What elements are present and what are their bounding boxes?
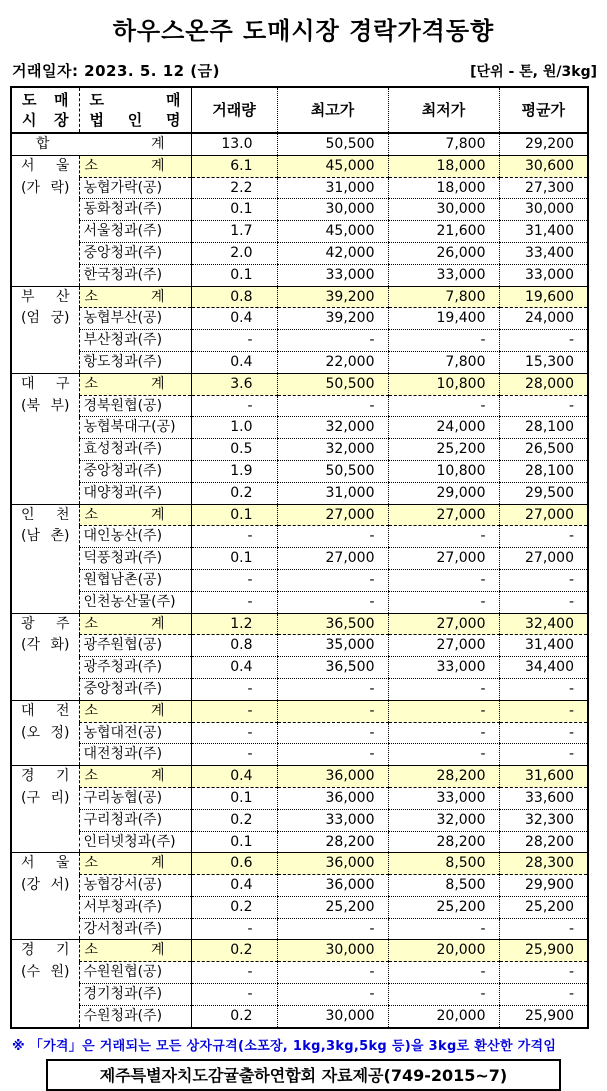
- volume-cell: 0.6: [191, 853, 277, 875]
- avg-cell: 28,000: [499, 373, 588, 395]
- high-cell: 39,200: [277, 286, 388, 308]
- subtotal-label: 소 계: [79, 286, 191, 308]
- high-cell: 31,000: [277, 177, 388, 199]
- avg-cell: 33,400: [499, 242, 588, 264]
- high-cell: 30,000: [277, 1005, 388, 1027]
- market-cell: [11, 700, 79, 765]
- market-district: (강 서): [21, 877, 70, 894]
- volume-cell: 0.2: [191, 896, 277, 918]
- market-district: (북 부): [21, 397, 70, 414]
- avg-cell: 19,600: [499, 286, 588, 308]
- low-cell: -: [388, 700, 499, 722]
- corp-name: 강서청과(주): [79, 918, 191, 940]
- corp-row: [11, 722, 588, 744]
- low-cell: 25,200: [388, 896, 499, 918]
- low-cell: 28,200: [388, 831, 499, 853]
- volume-cell: 6.1: [191, 155, 277, 177]
- avg-cell: 27,000: [499, 504, 588, 526]
- volume-cell: 1.0: [191, 417, 277, 439]
- avg-cell: 32,300: [499, 809, 588, 831]
- volume-cell: 0.2: [191, 940, 277, 962]
- corp-row: [11, 199, 588, 221]
- avg-cell: 30,000: [499, 199, 588, 221]
- header-high: 최고가: [277, 87, 388, 133]
- avg-cell: -: [499, 678, 588, 700]
- avg-cell: 28,100: [499, 417, 588, 439]
- high-cell: -: [277, 569, 388, 591]
- high-cell: 36,000: [277, 853, 388, 875]
- high-cell: 42,000: [277, 242, 388, 264]
- low-cell: 8,500: [388, 875, 499, 897]
- volume-cell: 0.1: [191, 787, 277, 809]
- high-cell: -: [277, 744, 388, 766]
- avg-cell: -: [499, 722, 588, 744]
- market-name: 대 구: [21, 375, 70, 392]
- high-cell: 35,000: [277, 635, 388, 657]
- corp-row: [11, 330, 588, 352]
- high-cell: -: [277, 395, 388, 417]
- high-cell: 33,000: [277, 809, 388, 831]
- low-cell: -: [388, 722, 499, 744]
- total-row: [11, 133, 588, 155]
- volume-cell: 0.2: [191, 1005, 277, 1027]
- volume-cell: 0.4: [191, 351, 277, 373]
- high-cell: 32,000: [277, 417, 388, 439]
- low-cell: 24,000: [388, 417, 499, 439]
- market-name: 서 울: [21, 157, 70, 174]
- volume-cell: -: [191, 722, 277, 744]
- volume-cell: 2.2: [191, 177, 277, 199]
- corp-row: [11, 1005, 588, 1027]
- volume-cell: -: [191, 678, 277, 700]
- corp-name: 수원청과(주): [79, 1005, 191, 1027]
- market-name: 부 산: [21, 288, 70, 305]
- avg-cell: 25,200: [499, 896, 588, 918]
- high-cell: 30,000: [277, 199, 388, 221]
- low-cell: 18,000: [388, 177, 499, 199]
- subtotal-label: 소 계: [79, 700, 191, 722]
- corp-name: 인터넷청과(주): [79, 831, 191, 853]
- low-cell: 25,200: [388, 439, 499, 461]
- page-title: 하우스온주 도매시장 경락가격동향: [112, 17, 495, 45]
- volume-cell: -: [191, 591, 277, 613]
- volume-cell: 0.5: [191, 439, 277, 461]
- low-cell: 27,000: [388, 635, 499, 657]
- header-market-line1: 도 매: [22, 91, 69, 109]
- volume-cell: -: [191, 918, 277, 940]
- volume-cell: 0.1: [191, 831, 277, 853]
- high-cell: 28,200: [277, 831, 388, 853]
- avg-cell: 24,000: [499, 308, 588, 330]
- corp-name: 대양청과(주): [79, 482, 191, 504]
- avg-cell: 29,900: [499, 875, 588, 897]
- avg-cell: 25,900: [499, 940, 588, 962]
- avg-cell: -: [499, 700, 588, 722]
- avg-cell: -: [499, 526, 588, 548]
- volume-cell: 0.4: [191, 875, 277, 897]
- low-cell: -: [388, 330, 499, 352]
- volume-cell: -: [191, 330, 277, 352]
- volume-cell: 0.8: [191, 286, 277, 308]
- avg-cell: 33,600: [499, 787, 588, 809]
- high-cell: -: [277, 678, 388, 700]
- market-district: (오 정): [21, 724, 70, 741]
- unit-label: [단위 - 톤, 원/3kg]: [470, 64, 597, 80]
- market-name: 광 주: [21, 615, 70, 632]
- subtotal-row: [11, 853, 588, 875]
- volume-cell: 0.1: [191, 548, 277, 570]
- high-cell: 36,000: [277, 787, 388, 809]
- volume-cell: 2.0: [191, 242, 277, 264]
- market-cell: [11, 373, 79, 504]
- avg-cell: 31,400: [499, 635, 588, 657]
- corp-name: 중앙청과(주): [79, 242, 191, 264]
- high-cell: 32,000: [277, 439, 388, 461]
- avg-cell: 28,100: [499, 460, 588, 482]
- volume-cell: 1.2: [191, 613, 277, 635]
- subtotal-label: 소 계: [79, 853, 191, 875]
- footer-box-text: 제주특별자치도감귤출하연합회 자료제공(749-2015~7): [99, 1065, 508, 1085]
- volume-cell: 3.6: [191, 373, 277, 395]
- avg-cell: 26,500: [499, 439, 588, 461]
- avg-cell: 28,200: [499, 831, 588, 853]
- market-cell: [11, 504, 79, 613]
- low-cell: 33,000: [388, 264, 499, 286]
- subtotal-label: 소 계: [79, 940, 191, 962]
- avg-cell: -: [499, 962, 588, 984]
- high-cell: 50,500: [277, 460, 388, 482]
- subtotal-row: [11, 700, 588, 722]
- low-cell: 27,000: [388, 613, 499, 635]
- subtotal-label: 소 계: [79, 373, 191, 395]
- market-cell: [11, 286, 79, 373]
- low-cell: 27,000: [388, 548, 499, 570]
- avg-cell: 32,400: [499, 613, 588, 635]
- avg-cell: 33,000: [499, 264, 588, 286]
- corp-name: 광주원협(공): [79, 635, 191, 657]
- corp-row: [11, 177, 588, 199]
- corp-row: [11, 548, 588, 570]
- corp-row: [11, 526, 588, 548]
- corp-name: 농협강서(공): [79, 875, 191, 897]
- market-cell: [11, 613, 79, 700]
- low-cell: 10,800: [388, 460, 499, 482]
- low-cell: -: [388, 984, 499, 1006]
- avg-cell: 34,400: [499, 657, 588, 679]
- market-name: 서 울: [21, 855, 70, 872]
- avg-cell: -: [499, 330, 588, 352]
- volume-cell: 0.4: [191, 308, 277, 330]
- corp-row: [11, 591, 588, 613]
- volume-cell: 1.9: [191, 460, 277, 482]
- corp-row: [11, 221, 588, 243]
- avg-cell: 31,600: [499, 766, 588, 788]
- corp-name: 경기청과(주): [79, 984, 191, 1006]
- low-cell: 30,000: [388, 199, 499, 221]
- low-cell: 26,000: [388, 242, 499, 264]
- high-cell: 36,000: [277, 766, 388, 788]
- corp-row: [11, 657, 588, 679]
- high-cell: 50,500: [277, 133, 388, 155]
- low-cell: 28,200: [388, 766, 499, 788]
- volume-cell: 0.1: [191, 199, 277, 221]
- corp-name: 중앙청과(주): [79, 460, 191, 482]
- header-low: 최저가: [388, 87, 499, 133]
- subtotal-row: [11, 940, 588, 962]
- corp-row: [11, 308, 588, 330]
- high-cell: -: [277, 330, 388, 352]
- market-name: 경 기: [21, 942, 70, 959]
- market-cell: [11, 766, 79, 853]
- corp-name: 항도청과(주): [79, 351, 191, 373]
- high-cell: -: [277, 962, 388, 984]
- high-cell: 45,000: [277, 221, 388, 243]
- avg-cell: 27,000: [499, 548, 588, 570]
- high-cell: 30,000: [277, 940, 388, 962]
- corp-name: 광주청과(주): [79, 657, 191, 679]
- avg-cell: -: [499, 591, 588, 613]
- corp-row: [11, 264, 588, 286]
- corp-name: 대전청과(주): [79, 744, 191, 766]
- volume-cell: 0.4: [191, 766, 277, 788]
- low-cell: -: [388, 918, 499, 940]
- low-cell: 20,000: [388, 1005, 499, 1027]
- corp-name: 한국청과(주): [79, 264, 191, 286]
- volume-cell: 13.0: [191, 133, 277, 155]
- avg-cell: -: [499, 395, 588, 417]
- market-district: (남 촌): [21, 528, 70, 545]
- avg-cell: 30,600: [499, 155, 588, 177]
- low-cell: 27,000: [388, 504, 499, 526]
- trade-date-label: 거래일자: 2023. 5. 12 (금): [12, 62, 221, 80]
- avg-cell: 29,200: [499, 133, 588, 155]
- corp-name: 서부청과(주): [79, 896, 191, 918]
- corp-row: [11, 635, 588, 657]
- volume-cell: -: [191, 962, 277, 984]
- volume-cell: -: [191, 395, 277, 417]
- low-cell: -: [388, 744, 499, 766]
- avg-cell: 31,400: [499, 221, 588, 243]
- subtotal-row: [11, 373, 588, 395]
- volume-cell: -: [191, 569, 277, 591]
- volume-cell: 1.7: [191, 221, 277, 243]
- corp-name: 중앙청과(주): [79, 678, 191, 700]
- avg-cell: -: [499, 569, 588, 591]
- high-cell: 36,500: [277, 657, 388, 679]
- high-cell: 50,500: [277, 373, 388, 395]
- high-cell: 36,000: [277, 875, 388, 897]
- high-cell: 36,500: [277, 613, 388, 635]
- avg-cell: 27,300: [499, 177, 588, 199]
- low-cell: 7,800: [388, 286, 499, 308]
- report-page: [0, 11, 607, 1085]
- corp-row: [11, 242, 588, 264]
- market-district: (각 화): [21, 637, 70, 654]
- subtotal-label: 소 계: [79, 155, 191, 177]
- corp-name: 서울청과(주): [79, 221, 191, 243]
- volume-cell: -: [191, 984, 277, 1006]
- corp-row: [11, 787, 588, 809]
- low-cell: 29,000: [388, 482, 499, 504]
- market-cell: [11, 940, 79, 1028]
- low-cell: -: [388, 526, 499, 548]
- low-cell: 32,000: [388, 809, 499, 831]
- corp-name: 동화청과(주): [79, 199, 191, 221]
- subtotal-label: 소 계: [79, 613, 191, 635]
- corp-name: 인천농산물(주): [79, 591, 191, 613]
- subtotal-row: [11, 155, 588, 177]
- high-cell: -: [277, 984, 388, 1006]
- market-district: (가 락): [21, 179, 70, 196]
- price-table: [10, 86, 589, 1029]
- avg-cell: -: [499, 984, 588, 1006]
- info-row: [12, 60, 597, 81]
- low-cell: 20,000: [388, 940, 499, 962]
- corp-row: [11, 678, 588, 700]
- corp-row: [11, 984, 588, 1006]
- low-cell: 33,000: [388, 657, 499, 679]
- market-district: (엄 궁): [21, 310, 70, 327]
- high-cell: 22,000: [277, 351, 388, 373]
- corp-name: 농협대전(공): [79, 722, 191, 744]
- header-corp-line1: 도 매: [89, 91, 181, 109]
- subtotal-row: [11, 286, 588, 308]
- low-cell: 21,600: [388, 221, 499, 243]
- volume-cell: 0.8: [191, 635, 277, 657]
- corp-row: [11, 896, 588, 918]
- subtotal-row: [11, 766, 588, 788]
- corp-name: 농협북대구(공): [79, 417, 191, 439]
- low-cell: 33,000: [388, 787, 499, 809]
- header-row: [11, 87, 588, 133]
- header-volume: 거래량: [191, 87, 277, 133]
- low-cell: 7,800: [388, 133, 499, 155]
- corp-row: [11, 482, 588, 504]
- corp-name: 덕풍청과(주): [79, 548, 191, 570]
- volume-cell: -: [191, 700, 277, 722]
- market-cell: [11, 853, 79, 940]
- low-cell: -: [388, 569, 499, 591]
- corp-row: [11, 875, 588, 897]
- subtotal-label: 소 계: [79, 504, 191, 526]
- corp-row: [11, 809, 588, 831]
- corp-name: 원협남촌(공): [79, 569, 191, 591]
- high-cell: 27,000: [277, 504, 388, 526]
- corp-row: [11, 744, 588, 766]
- corp-row: [11, 439, 588, 461]
- corp-row: [11, 569, 588, 591]
- header-corp: [79, 87, 191, 133]
- corp-row: [11, 831, 588, 853]
- high-cell: -: [277, 722, 388, 744]
- low-cell: -: [388, 678, 499, 700]
- volume-cell: 0.1: [191, 264, 277, 286]
- corp-name: 농협가락(공): [79, 177, 191, 199]
- corp-name: 대인농산(주): [79, 526, 191, 548]
- volume-cell: -: [191, 526, 277, 548]
- market-district: (수 원): [21, 964, 70, 981]
- corp-row: [11, 962, 588, 984]
- volume-cell: 0.2: [191, 482, 277, 504]
- high-cell: -: [277, 700, 388, 722]
- volume-cell: 0.1: [191, 504, 277, 526]
- price-footnote: ※ 「가격」은 거래되는 모든 상자규격(소포장, 1kg,3kg,5kg 등)을 3kg로 환산한 가격임: [12, 1038, 557, 1054]
- high-cell: -: [277, 526, 388, 548]
- volume-cell: -: [191, 744, 277, 766]
- corp-name: 수원원협(공): [79, 962, 191, 984]
- total-label: 합 계: [11, 133, 191, 155]
- corp-row: [11, 351, 588, 373]
- market-name: 경 기: [21, 768, 70, 785]
- high-cell: 31,000: [277, 482, 388, 504]
- high-cell: 39,200: [277, 308, 388, 330]
- low-cell: 8,500: [388, 853, 499, 875]
- high-cell: 27,000: [277, 548, 388, 570]
- low-cell: -: [388, 962, 499, 984]
- corp-row: [11, 460, 588, 482]
- avg-cell: 28,300: [499, 853, 588, 875]
- high-cell: 25,200: [277, 896, 388, 918]
- volume-cell: 0.4: [191, 657, 277, 679]
- avg-cell: -: [499, 744, 588, 766]
- subtotal-label: 소 계: [79, 766, 191, 788]
- corp-name: 부산청과(주): [79, 330, 191, 352]
- corp-row: [11, 417, 588, 439]
- subtotal-row: [11, 613, 588, 635]
- corp-name: 효성청과(주): [79, 439, 191, 461]
- corp-row: [11, 395, 588, 417]
- header-market: [11, 87, 79, 133]
- table-body: [11, 133, 588, 1028]
- avg-cell: 29,500: [499, 482, 588, 504]
- header-corp-line2: 법 인 명: [89, 111, 181, 129]
- corp-name: 구리청과(주): [79, 809, 191, 831]
- avg-cell: 15,300: [499, 351, 588, 373]
- high-cell: 33,000: [277, 264, 388, 286]
- corp-row: [11, 918, 588, 940]
- low-cell: 10,800: [388, 373, 499, 395]
- low-cell: 7,800: [388, 351, 499, 373]
- avg-cell: 25,900: [499, 1005, 588, 1027]
- volume-cell: 0.2: [191, 809, 277, 831]
- high-cell: -: [277, 591, 388, 613]
- subtotal-row: [11, 504, 588, 526]
- low-cell: -: [388, 591, 499, 613]
- high-cell: -: [277, 918, 388, 940]
- corp-name: 구리농협(공): [79, 787, 191, 809]
- low-cell: -: [388, 395, 499, 417]
- market-name: 대 전: [21, 702, 70, 719]
- market-cell: [11, 155, 79, 286]
- header-avg: 평균가: [499, 87, 588, 133]
- low-cell: 18,000: [388, 155, 499, 177]
- market-district: (구 리): [21, 789, 70, 806]
- high-cell: 45,000: [277, 155, 388, 177]
- avg-cell: -: [499, 918, 588, 940]
- header-market-line2: 시 장: [22, 111, 69, 129]
- corp-name: 경북원협(공): [79, 395, 191, 417]
- corp-name: 농협부산(공): [79, 308, 191, 330]
- footer-box: [46, 1059, 561, 1091]
- market-name: 인 천: [21, 506, 70, 523]
- low-cell: 19,400: [388, 308, 499, 330]
- table-header: [11, 87, 588, 133]
